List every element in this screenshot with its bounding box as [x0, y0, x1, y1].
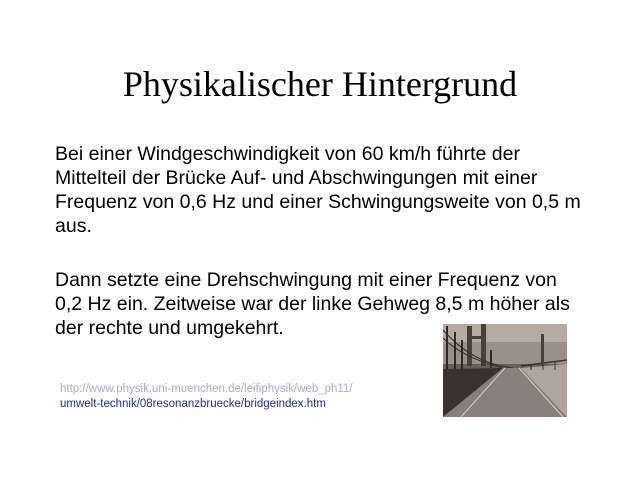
source-link-line-2[interactable]: umwelt-technik/08resonanzbruecke/bridgeindex.htm — [60, 398, 326, 410]
slide-title: Physikalischer Hintergrund — [122, 64, 518, 104]
source-link[interactable] — [60, 382, 353, 412]
paragraph-torsion-oscillation: Dann setzte eine Drehschwingung mit einer Frequenz von 0,2 Hz ein. Zeitweise war der linke Gehweg 8,5 m höher als der rechte und umgekehrt. — [55, 269, 570, 339]
paragraph-wind-oscillation: Bei einer Windgeschwindigkeit von 60 km/h führte der Mittelteil der Brücke Auf- und Abschwingungen mit einer Frequenz von 0,6 Hz und einer Schwingungsweite von 0,5 m aus. — [55, 143, 581, 237]
source-link-line-1[interactable]: http://www.physik.uni-muenchen.de/leifiphysik/web_ph11/ — [60, 383, 353, 395]
bridge-photo — [443, 324, 567, 417]
